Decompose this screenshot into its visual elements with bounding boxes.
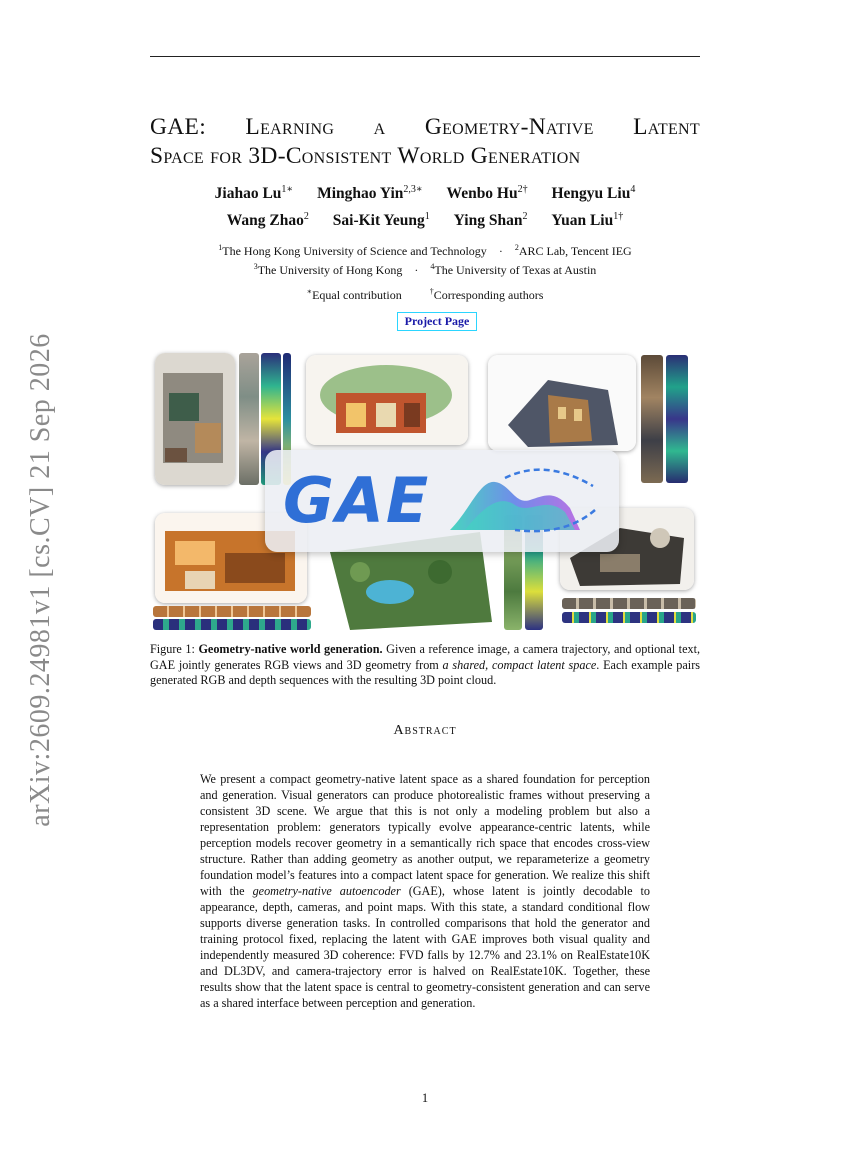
author: Jiahao $Lu^{1∗}$ [214, 184, 294, 203]
living-room-image [155, 353, 235, 485]
title-line-1 [150, 113, 700, 142]
abstract-body: We present a compact geometry-native latent space as a shared foundation for perception and generation. Visual generators can produce photorealistic frames without preserving a consistent 3D scene. We argue that this is not only a modeling problem but also a representation problem: generators typically evolve appearance-centric latents, while perception models recover geometry in a semantically rich space that encodes cross-view structure. Rather than adding geometry as another output, we reparameterize a geometry foundation model’s features into a compact latent space for generation. We realize this shift with the geometry-native autoencoder (GAE), whose latent is jointly decodable to appearance, depth, cameras, and point maps. With this state, a standard conditional flow supports diverse generation tasks. In controlled comparisons that hold the generator and training protocol fixed, replacing the latent with GAE improves both visual quality and independently measured 3D coherence: FVD falls by 12.7% and 23.1% on RealEstate10K and DL3DV, and camera-trajectory error is halved on RealEstate10K. Together, these results show that the latent space is central to geometry-consistent generation and can serve as a shared interface between perception and generation. [200, 772, 650, 1010]
title-word: Latent [633, 114, 700, 140]
title-line-2: Space for 3D-Consistent World Generation [150, 143, 581, 169]
arxiv-side-label[interactable]: arXiv:2609.24981v1 [cs.CV] 21 Sep 2026 [25, 333, 56, 827]
abstract-heading: Abstract [393, 723, 457, 738]
affiliation-row-2: $^3$The University of Hong Kong · $^4$The University of Texas at Austin [253, 262, 597, 277]
scene-pointcloud-building [488, 355, 636, 451]
depth-frame-strip [562, 612, 696, 623]
header-rule [150, 56, 700, 57]
gae-logo-text: GAE [283, 464, 431, 537]
caption-bold: Geometry-native world generation. [198, 642, 383, 656]
author: Wang Zhao$^2$ [226, 211, 309, 230]
author: Yuan Liu$^{1\dagger}$ [551, 211, 624, 230]
title-word: a [373, 114, 386, 140]
rgb-frame-strip [239, 353, 259, 485]
depth-frame-strip [153, 619, 311, 630]
author: Minghao Yin$^{2,3∗}$ [317, 184, 423, 203]
author-row-1 [150, 184, 700, 203]
scene-pointcloud-living-room [155, 353, 235, 485]
storefront-image [306, 355, 468, 445]
title-word: GAE: [150, 114, 207, 140]
depth-frame-strip [666, 355, 688, 483]
caption-label: Figure 1: [150, 642, 195, 656]
project-page-link[interactable]: Project Page [397, 312, 477, 331]
rgb-frame-strip [153, 606, 311, 617]
scene-pointcloud-storefront [306, 355, 468, 445]
figure-caption: Figure 1: Geometry-native world generation. Given a reference image, a camera trajectory, and optional text, GAE jointly generates RGB views and 3D geometry from a shared, compact latent space. Each example pairs generated RGB and depth sequences with the resulting 3D point cloud. [150, 642, 701, 687]
author: Wenbo $Hu^{2\dagger}$ [446, 184, 528, 203]
rgb-frame-strip [562, 598, 696, 609]
paper-title [150, 113, 700, 171]
teaser-figure [152, 350, 698, 634]
title-word: Geometry-Native [424, 114, 594, 140]
author-row-2 [150, 211, 700, 230]
author: Sai-Kit Yeung$^1$ [332, 211, 430, 230]
building-image [488, 355, 636, 451]
affiliation-row-1: $^1$The Hong Kong University of Science and Technology · $^2$ARC Lab, Tencent IEG [218, 243, 632, 258]
page-number: 1 [421, 1091, 429, 1105]
author: Hengyu Liu$^4$ [551, 184, 636, 203]
rgb-frame-strip [641, 355, 663, 483]
title-word: Learning [245, 114, 335, 140]
contribution-notes: ∗Equal contribution †Corresponding authors [306, 287, 544, 302]
gae-logo-panel [265, 450, 619, 552]
author: Ying Shan$^2$ [453, 211, 528, 230]
